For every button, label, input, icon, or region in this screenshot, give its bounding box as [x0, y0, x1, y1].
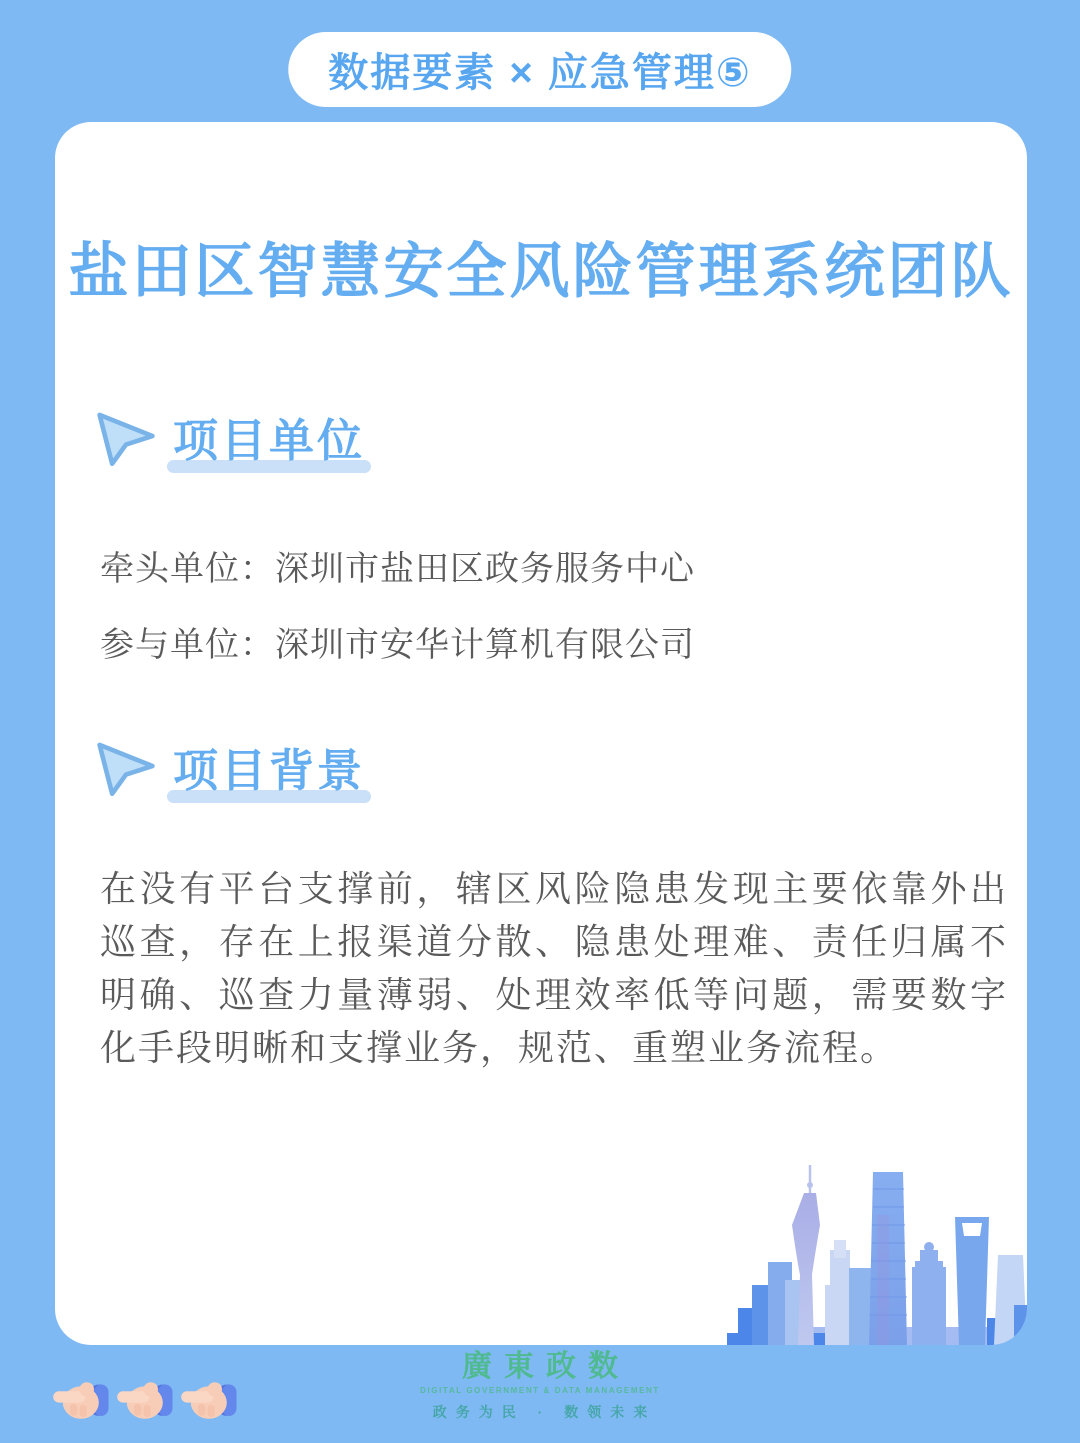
lead-unit-line: 牵头单位：深圳市盐田区政务服务中心: [100, 550, 695, 588]
brand-logo-subtext: DIGITAL GOVERNMENT & DATA MANAGEMENT: [420, 1386, 660, 1395]
brand-footer: [0, 1352, 1080, 1419]
section-header-background: [93, 724, 369, 808]
unit-info: [100, 542, 695, 694]
brand-slogan: 政务为民 · 数领未来: [432, 1404, 657, 1420]
cursor-arrow-icon: [93, 724, 159, 808]
city-skyline-illustration: [727, 1155, 1027, 1345]
top-badge-label: 数据要素 × 应急管理⑤: [328, 51, 752, 95]
cursor-arrow-icon: [93, 394, 159, 478]
section-title-background: 项目背景: [169, 734, 369, 799]
section-header-unit: [93, 394, 369, 478]
partner-unit-line: 参与单位：深圳市安华计算机有限公司: [100, 626, 695, 664]
page-title: 盐田区智慧安全风险管理系统团队: [68, 238, 1014, 305]
top-badge: [288, 32, 791, 107]
content-card: [55, 122, 1027, 1345]
section-title-unit: 项目单位: [169, 404, 369, 469]
brand-logo-text: 廣東政数: [462, 1350, 630, 1383]
background-paragraph: 在没有平台支撑前，辖区风险隐患发现主要依靠外出巡查，存在上报渠道分散、隐患处理难、责任归属不明确、巡查力量薄弱、处理效率低等问题，需要数字化手段明晰和支撑业务，规范、重塑业务流程。: [100, 868, 1008, 1068]
